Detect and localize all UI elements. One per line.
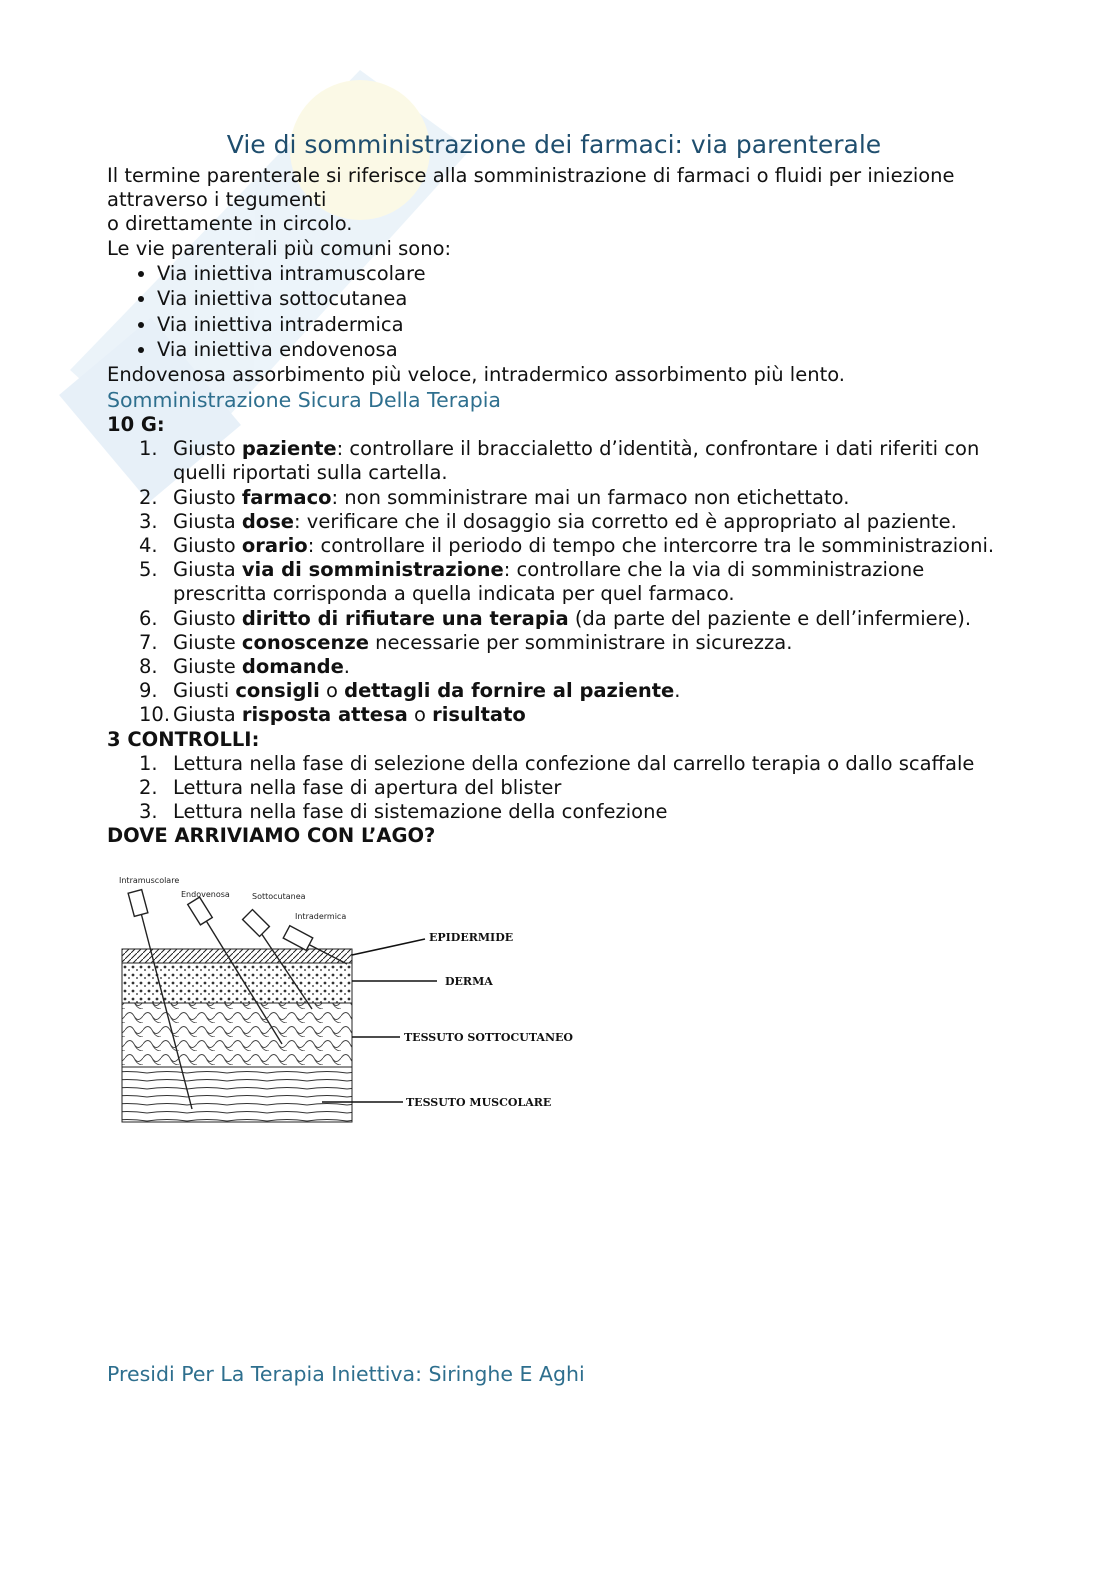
list-item: • Via iniettiva intradermica — [157, 312, 1007, 338]
muscle-layer — [122, 1067, 352, 1122]
list-item: 7. Giuste conoscenze necessarie per somministrare in sicurezza. — [139, 630, 793, 654]
list-item: 10. Giusta risposta attesa o risultato — [139, 703, 526, 727]
label-intramuscular: Intramuscolare — [119, 875, 180, 885]
ten-g-list — [107, 437, 1007, 727]
list-item: 4. Giusto orario: controllare il periodo di tempo che intercorre tra le somministrazioni. — [139, 534, 995, 558]
list-item: 2. Giusto farmaco: non somministrare mai un farmaco non etichettato. — [139, 485, 850, 509]
needle-heading: DOVE ARRIVIAMO CON L’AGO? — [107, 824, 436, 848]
pointer-epidermis — [352, 939, 425, 955]
list-item: • Via iniettiva sottocutanea — [157, 286, 1007, 312]
routes-list — [107, 261, 1007, 363]
intro-line-2: o direttamente in circolo. — [107, 212, 353, 236]
list-item: 3. Lettura nella fase di sistemazione della confezione — [139, 800, 668, 824]
list-item: • Via iniettiva endovenosa — [157, 337, 1007, 363]
label-subcutaneous: Sottocutanea — [252, 891, 306, 901]
list-item: 5. Giusta via di somministrazione: controllare che la via di somministrazione prescritta corrisponda a quella indicata per quel farmaco. — [139, 558, 925, 606]
intro-line-3: Le vie parenterali più comuni sono: — [107, 236, 452, 260]
label-tessuto-sottocutaneo: TESSUTO SOTTOCUTANEO — [404, 1030, 573, 1044]
page-title: Vie di somministrazione dei farmaci: via parenterale — [226, 130, 882, 159]
label-tessuto-muscolare: TESSUTO MUSCOLARE — [406, 1095, 552, 1109]
label-endovenous: Endovenosa — [181, 889, 230, 899]
skin-layers-figure — [107, 869, 587, 1134]
label-epidermide: EPIDERMIDE — [429, 930, 514, 944]
label-intradermal: Intradermica — [295, 911, 347, 921]
subcutaneous-layer — [122, 1003, 352, 1067]
controls-heading: 3 CONTROLLI: — [107, 727, 260, 751]
dermis-layer — [122, 963, 352, 1003]
list-item: • Via iniettiva intramuscolare — [157, 261, 1007, 287]
list-item: 1. Lettura nella fase di selezione della confezione dal carrello terapia o dallo scaffale — [139, 751, 975, 775]
absorption-note: Endovenosa assorbimento più veloce, intradermico assorbimento più lento. — [107, 362, 846, 386]
intro-line-1: Il termine parenterale si riferisce alla somministrazione di farmaci o fluidi per iniezione attraverso i tegumenti — [107, 164, 955, 212]
list-item: 1. Giusto paziente: controllare il braccialetto d’identità, confrontare i dati riferiti con quelli riportati sulla cartella. — [139, 437, 980, 485]
list-item: 9. Giusti consigli o dettagli da fornire al paziente. — [139, 679, 681, 703]
label-derma: DERMA — [445, 974, 493, 988]
epidermis-layer — [122, 949, 352, 963]
ten-g-heading: 10 G: — [107, 413, 165, 437]
section-heading-syringes: Presidi Per La Terapia Iniettiva: Siringhe E Aghi — [107, 1362, 585, 1386]
list-item: 3. Giusta dose: verificare che il dosaggio sia corretto ed è appropriato al paziente. — [139, 509, 957, 533]
list-item: 2. Lettura nella fase di apertura del blister — [139, 776, 562, 800]
controls-list — [107, 752, 1007, 825]
list-item: 8. Giuste domande. — [139, 655, 350, 679]
section-heading-safe-therapy: Somministrazione Sicura Della Terapia — [107, 388, 501, 413]
document-page — [107, 128, 1007, 1140]
list-item: 6. Giusto diritto di rifiutare una terapia (da parte del paziente e dell’infermiere). — [139, 606, 972, 630]
